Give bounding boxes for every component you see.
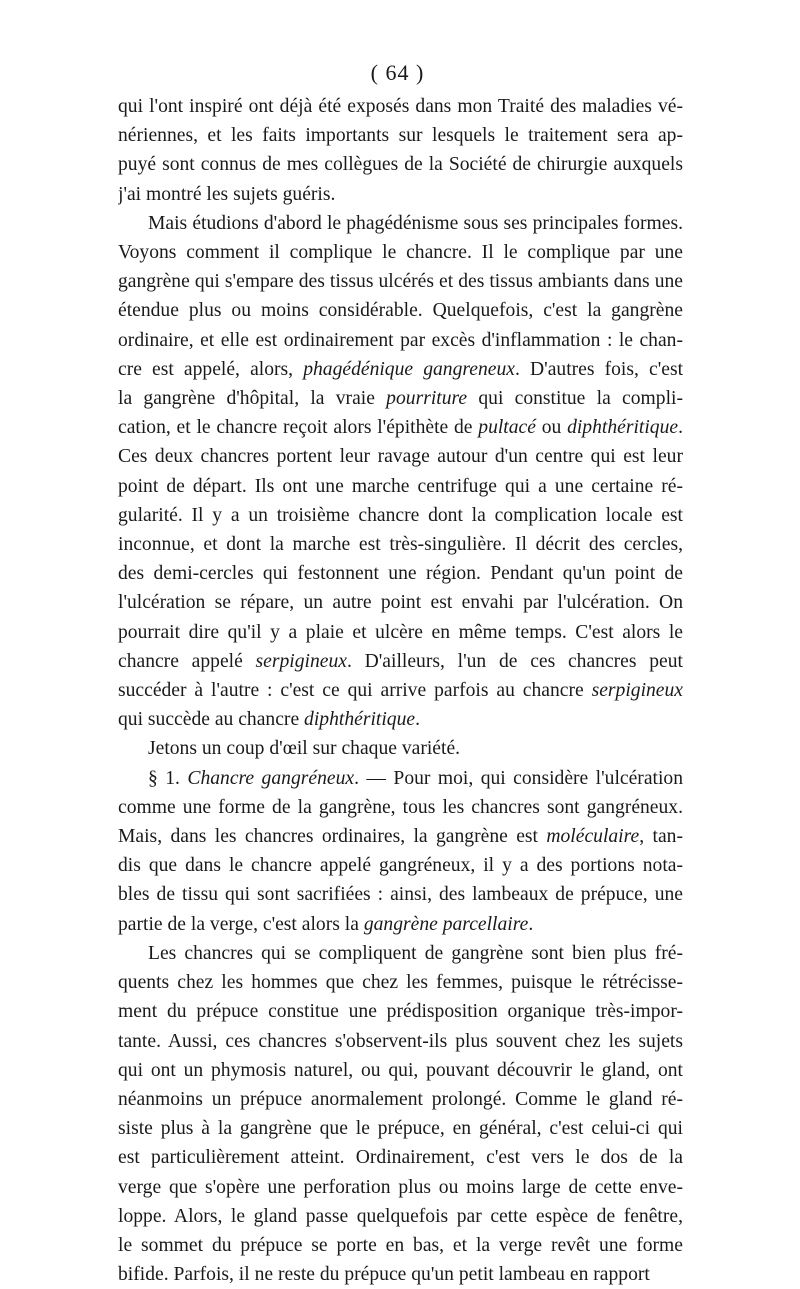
text-line: § 1. Chancre gangréneux. — Pour moi, qui considère l'ulcération: [148, 767, 683, 789]
text-line: verge que s'opère une perforation plus ou moins large de cette enve-: [118, 1176, 683, 1198]
text-line: pourrait dire qu'il y a plaie et ulcère en même temps. C'est alors le: [118, 621, 683, 643]
text-line: Voyons comment il complique le chancre. Il le complique par une: [118, 242, 683, 264]
text-line: étendue plus ou moins considérable. Quelquefois, c'est la gangrène: [118, 300, 683, 322]
book-page: [118, 58, 683, 1286]
text-line: ordinaire, et elle est ordinairement par excès d'inflammation : le chan-: [118, 329, 683, 351]
text-line: bifide. Parfois, il ne reste du prépuce qu'un petit lambeau en rapport: [118, 1264, 650, 1286]
text-line: qui ont un phymosis naturel, ou qui, pouvant découvrir le gland, ont: [118, 1059, 683, 1081]
text-line: tante. Aussi, ces chancres s'observent-ils plus souvent chez les sujets: [118, 1030, 683, 1052]
text-line: bles de tissu qui sont sacrifiées : ainsi, des lambeaux de prépuce, une: [118, 884, 683, 906]
text-line: Les chancres qui se compliquent de gangrène sont bien plus fré-: [148, 942, 683, 964]
text-line: succéder à l'autre : c'est ce qui arrive parfois au chancre serpigineux: [118, 680, 683, 702]
text-line: point de départ. Ils ont une marche centrifuge qui a une certaine ré-: [118, 475, 683, 497]
text-line: qui l'ont inspiré ont déjà été exposés dans mon Traité des maladies vé-: [118, 96, 683, 117]
text-line: puyé sont connus de mes collègues de la Société de chirurgie auxquels: [118, 154, 683, 176]
text-line: cation, et le chancre reçoit alors l'épithète de pultacé ou diphthéritique.: [118, 417, 683, 439]
text-line: l'ulcération se répare, un autre point est envahi par l'ulcération. On: [118, 592, 683, 614]
text-line: dis que dans le chancre appelé gangréneux, il y a des portions nota-: [118, 855, 683, 877]
text-line: qui succède au chancre diphthéritique.: [118, 709, 420, 731]
paragraph: [118, 764, 683, 939]
text-line: ment du prépuce constitue une prédisposition organique très-impor-: [118, 1001, 683, 1023]
text-line: gangrène qui s'empare des tissus ulcérés et des tissus ambiants dans une: [118, 271, 683, 293]
text-line: loppe. Alors, le gland passe quelquefois par cette espèce de fenêtre,: [118, 1205, 683, 1227]
text-line: Mais étudions d'abord le phagédénisme sous ses principales formes.: [148, 212, 683, 234]
text-line: la gangrène d'hôpital, la vraie pourriture qui constitue la compli-: [118, 388, 683, 410]
page-number: ( 64 ): [370, 60, 425, 85]
text-line: siste plus à la gangrène que le prépuce, en général, c'est celui-ci qui: [118, 1118, 683, 1140]
text-line: des demi-cercles qui festonnent une région. Pendant qu'un point de: [118, 563, 683, 585]
text-line: inconnue, et dont la marche est très-singulière. Il décrit des cercles,: [118, 534, 683, 556]
body-text: [118, 92, 683, 1289]
text-line: quents chez les hommes que chez les femmes, puisque le rétrécisse-: [118, 972, 683, 994]
text-line: néanmoins un prépuce anormalement prolongé. Comme le gland ré-: [118, 1088, 683, 1110]
text-line: chancre appelé serpigineux. D'ailleurs, l'un de ces chancres peut: [118, 650, 683, 672]
text-line: gularité. Il y a un troisième chancre dont la complication locale est: [118, 504, 683, 526]
text-line: le sommet du prépuce se porte en bas, et la verge revêt une forme: [118, 1234, 683, 1256]
paragraph: [118, 939, 683, 1289]
text-line: est particulièrement atteint. Ordinairement, c'est vers le dos de la: [118, 1147, 683, 1169]
paragraph: [118, 209, 683, 735]
text-line: partie de la verge, c'est alors la gangrène parcellaire.: [118, 913, 534, 935]
text-line: cre est appelé, alors, phagédénique gangreneux. D'autres fois, c'est: [118, 358, 683, 380]
text-line: Ces deux chancres portent leur ravage autour d'un centre qui est leur: [118, 446, 683, 468]
paragraph: [118, 92, 683, 209]
text-line: Mais, dans les chancres ordinaires, la gangrène est moléculaire, tan-: [118, 826, 683, 848]
text-line: comme une forme de la gangrène, tous les chancres sont gangréneux.: [118, 796, 683, 818]
text-line: Jetons un coup d'œil sur chaque variété.: [148, 738, 461, 760]
text-line: nériennes, et les faits importants sur lesquels le traitement sera ap-: [118, 125, 683, 147]
paragraph: [118, 734, 683, 763]
text-line: j'ai montré les sujets guéris.: [118, 183, 336, 205]
